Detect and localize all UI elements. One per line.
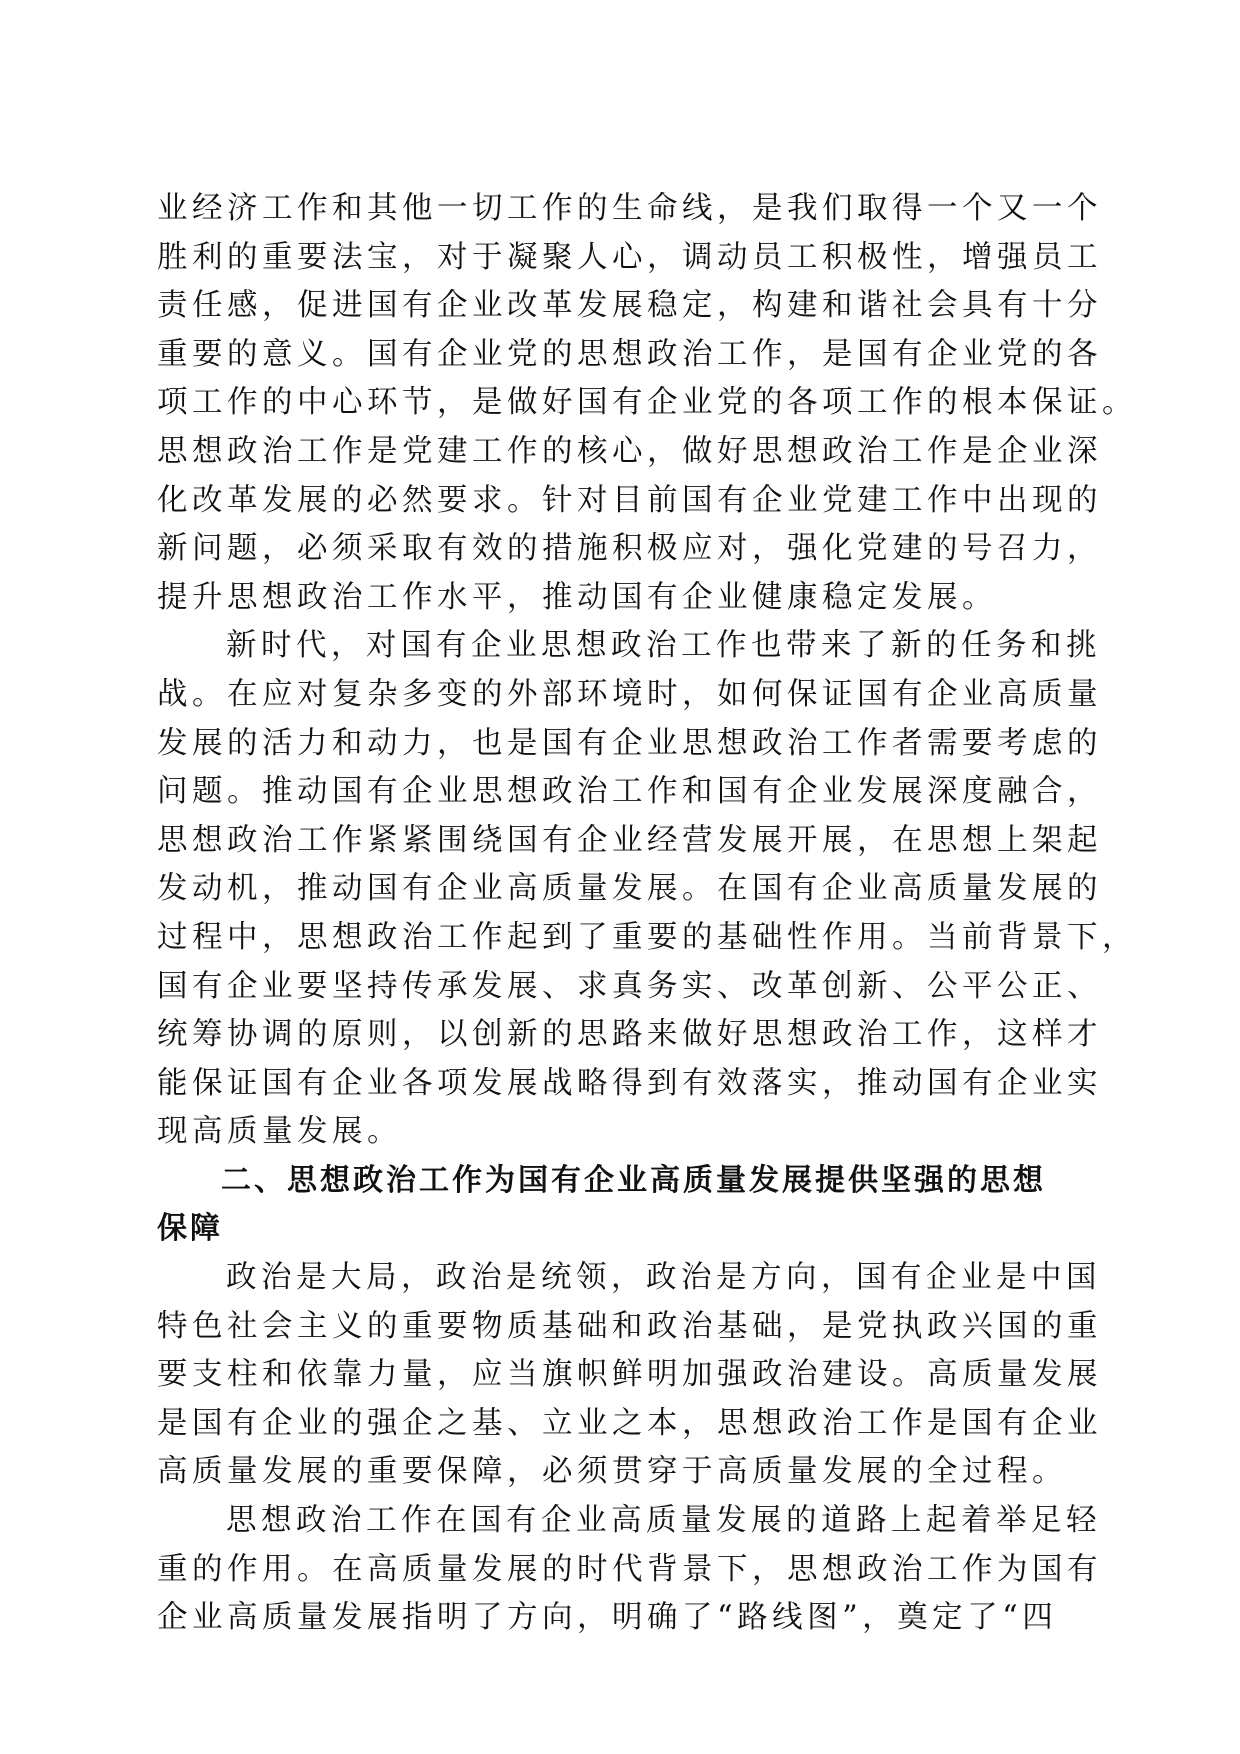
- text-line-first: 政治是大局，政治是统领，政治是方向，国有企业是中国: [226, 1260, 1101, 1296]
- text-line: 特色社会主义的重要物质基础和政治基础，是党执政兴国的重: [157, 1308, 1102, 1344]
- text-line: 胜利的重要法宝，对于凝聚人心，调动员工积极性，增强员工: [157, 239, 1102, 275]
- text-line: 发动机，推动国有企业高质量发展。在国有企业高质量发展的: [157, 871, 1102, 907]
- text-line: 重的作用。在高质量发展的时代背景下，思想政治工作为国有: [157, 1551, 1102, 1587]
- text-line: 过程中，思想政治工作起到了重要的基础性作用。当前背景下，: [157, 919, 1137, 955]
- text-line: 新问题，必须采取有效的措施积极应对，强化党建的号召力，: [157, 531, 1102, 567]
- text-line: 战。在应对复杂多变的外部环境时，如何保证国有企业高质量: [157, 676, 1102, 712]
- text-line: 思想政治工作是党建工作的核心，做好思想政治工作是企业深: [157, 433, 1102, 469]
- paragraph-3: [157, 1254, 1102, 1497]
- paragraph-1: [157, 185, 1137, 622]
- text-line: 化改革发展的必然要求。针对目前国有企业党建工作中出现的: [157, 482, 1102, 518]
- paragraph-4: [157, 1497, 1102, 1643]
- text-line: 是国有企业的强企之基、立业之本，思想政治工作是国有企业: [157, 1405, 1102, 1441]
- text-line: 发展的活力和动力，也是国有企业思想政治工作者需要考虑的: [157, 725, 1102, 761]
- text-line: 思想政治工作紧紧围绕国有企业经营发展开展，在思想上架起: [157, 822, 1102, 858]
- text-line-first: 思想政治工作在国有企业高质量发展的道路上起着举足轻: [226, 1503, 1101, 1539]
- text-line: 要支柱和依靠力量，应当旗帜鲜明加强政治建设。高质量发展: [157, 1357, 1102, 1393]
- text-line: 统筹协调的原则，以创新的思路来做好思想政治工作，这样才: [157, 1017, 1102, 1053]
- text-line: 现高质量发展。: [157, 1114, 402, 1150]
- text-line: 问题。推动国有企业思想政治工作和国有企业发展深度融合，: [157, 774, 1102, 810]
- text-line: 项工作的中心环节，是做好国有企业党的各项工作的根本保证。: [157, 385, 1137, 421]
- text-line: 国有企业要坚持传承发展、求真务实、改革创新、公平公正、: [157, 968, 1102, 1004]
- text-line: 提升思想政治工作水平，推动国有企业健康稳定发展。: [157, 579, 997, 615]
- text-line: 业经济工作和其他一切工作的生命线，是我们取得一个又一个: [157, 191, 1102, 226]
- text-line: 高质量发展的重要保障，必须贯穿于高质量发展的全过程。: [157, 1454, 1067, 1490]
- text-line: 能保证国有企业各项发展战略得到有效落实，推动国有企业实: [157, 1065, 1102, 1101]
- text-line: 企业高质量发展指明了方向，明确了“路线图”，奠定了“四: [157, 1600, 1058, 1636]
- text-line: 重要的意义。国有企业党的思想政治工作，是国有企业党的各: [157, 336, 1102, 372]
- heading-line: 保障: [157, 1211, 223, 1247]
- section-heading: [157, 1157, 1092, 1254]
- text-line: 责任感，促进国有企业改革发展稳定，构建和谐社会具有十分: [157, 288, 1102, 324]
- document-page: [157, 185, 1137, 1643]
- text-line-first: 新时代，对国有企业思想政治工作也带来了新的任务和挑: [226, 628, 1101, 664]
- heading-line: 二、思想政治工作为国有企业高质量发展提供坚强的思想: [221, 1162, 1046, 1198]
- paragraph-2: [157, 622, 1137, 1157]
